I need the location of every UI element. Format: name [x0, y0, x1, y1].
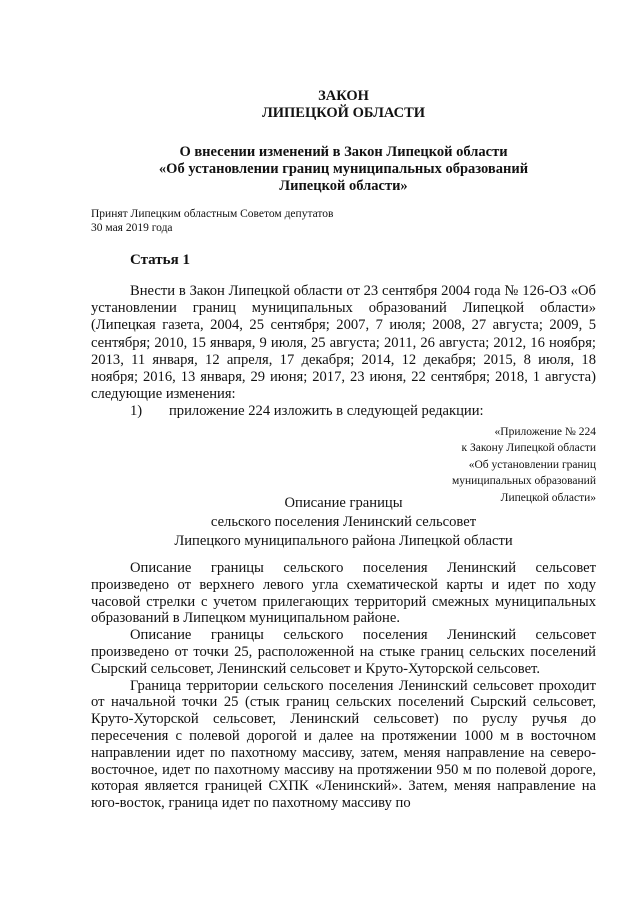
description-heading-line2: сельского поселения Ленинский сельсовет: [210, 514, 477, 530]
article-body: [91, 283, 596, 421]
article-heading: Статья 1: [130, 252, 190, 268]
appendix-line2: к Закону Липецкой области: [461, 442, 596, 455]
list-item-text: приложение 224 изложить в следующей редакции:: [169, 403, 484, 420]
description-heading-line3: Липецкого муниципального района Липецкой области: [174, 533, 513, 549]
description-body: [91, 560, 596, 812]
adoption-line1: Принят Липецким областным Советом депутатов: [91, 208, 334, 220]
law-title-line2: ЛИПЕЦКОЙ ОБЛАСТИ: [261, 105, 426, 121]
list-item-number: 1): [130, 403, 143, 420]
adoption-note: [91, 208, 333, 235]
paragraph: Описание границы сельского поселения Ленинский сельсовет произведено от точки 25, расположенной на стыке границ сельских поселений Сырский сельсовет, Ленинский сельсовет и Круто-Хуторской сельсовет.: [91, 627, 596, 677]
paragraph: Граница территории сельского поселения Ленинский сельсовет проходит от начальной точки 25 (стык границ сельских поселений Сырский сельсовет, Круто-Хуторской сельсовет, Ленинский сельсовет) по руслу ручья до пересечения с полевой дорогой и далее на протяжении 1000 м в восточном направлении идет по пахотному массиву, затем, меняя направление на северо-восточное, идет по пахотному массиву на протяжении 950 м по полевой дороге, которая является границей СХПК «Ленинский». Затем, меняя направление на юго-восток, граница идет по пахотному массиву по: [91, 677, 596, 812]
appendix-line5: Липецкой области»: [500, 491, 596, 504]
description-heading: [91, 494, 596, 551]
description-heading-line1: Описание границы: [284, 495, 403, 511]
law-subtitle-line2: «Об установлении границ муниципальных образований: [158, 161, 529, 177]
law-subtitle-line1: О внесении изменений в Закон Липецкой области: [179, 144, 508, 160]
appendix-line4: муниципальных образований: [451, 475, 596, 488]
paragraph: Описание границы сельского поселения Ленинский сельсовет произведено от верхнего левого угла схематической карты и идет по ходу часовой стрелки с учетом прилегающих территорий смежных муниципальных образований в Липецком муниципальном районе.: [91, 560, 596, 627]
law-title: [91, 88, 596, 122]
article-text: Внести в Закон Липецкой области от 23 сентября 2004 года № 126-ОЗ «Об установлении границ муниципальных образований Липецкой области» (Липецкая газета, 2004, 25 сентября; 2007, 7 июля; 2008, 27 августа; 2009, 5 сентября; 2010, 15 января, 9 июля, 25 августа; 2011, 26 августа; 2012, 16 ноября; 2013, 11 января, 12 апреля, 17 декабря; 2014, 12 декабря; 2015, 8 июля, 18 ноября; 2016, 13 января, 29 июня; 2017, 23 июня, 22 сентября; 2018, 1 августа) следующие изменения:: [91, 283, 596, 403]
adoption-date: 30 мая 2019 года: [91, 221, 173, 234]
list-item: [91, 403, 596, 420]
appendix-line3: «Об установлении границ: [468, 458, 596, 471]
law-title-line1: ЗАКОН: [318, 88, 369, 104]
appendix-line1: «Приложение № 224: [494, 426, 596, 438]
law-subtitle-line3: Липецкой области»: [279, 178, 408, 194]
law-subtitle: [91, 144, 596, 195]
